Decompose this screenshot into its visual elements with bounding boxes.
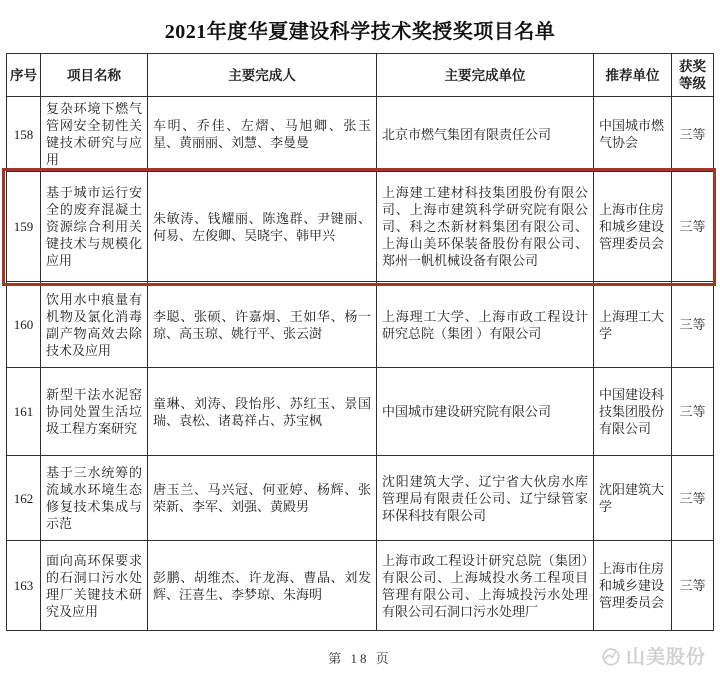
header-main-completers: 主要完成人 <box>148 54 377 97</box>
completers-cell: 朱敏涛、钱耀丽、陈逸群、尹键丽、何易、左俊卿、吴晓宇、韩甲兴 <box>148 172 377 282</box>
awards-table <box>6 53 714 631</box>
index-cell: 160 <box>7 282 41 368</box>
completers-cell: 李聪、张硕、许嘉炯、王如华、杨一琼、高玉琼、姚行平、张云澍 <box>148 282 377 368</box>
grade-cell: 三等 <box>672 97 714 172</box>
project-name-cell: 基于城市运行安全的废弃混凝土资源综合利用关键技术与规模化应用 <box>41 172 148 282</box>
units-cell: 中国城市建设研究院有限公司 <box>377 368 594 456</box>
table-row <box>7 282 714 368</box>
watermark-text: 山美股份 <box>625 647 706 668</box>
completers-cell: 童琳、刘涛、段怡彤、苏红玉、景国瑞、袁松、诸葛祥占、苏宝枫 <box>148 368 377 456</box>
table-row-highlighted <box>7 172 714 282</box>
recommender-cell: 上海市住房和城乡建设管理委员会 <box>594 172 672 282</box>
grade-cell: 三等 <box>672 172 714 282</box>
recommender-cell: 沈阳建筑大学 <box>594 456 672 541</box>
project-name-cell: 饮用水中痕量有机物及氯化消毒副产物高效去除技术及应用 <box>41 282 148 368</box>
page-number: 第 18 页 <box>328 651 392 666</box>
recommender-cell: 上海市住房和城乡建设管理委员会 <box>594 541 672 631</box>
grade-cell: 三等 <box>672 456 714 541</box>
grade-cell: 三等 <box>672 541 714 631</box>
completers-cell: 唐玉兰、马兴冠、何亚婷、杨辉、张荣新、李军、刘强、黄殿男 <box>148 456 377 541</box>
index-cell: 163 <box>7 541 41 631</box>
index-cell: 162 <box>7 456 41 541</box>
recommender-cell: 中国建设科技集团股份有限公司 <box>594 368 672 456</box>
header-row <box>7 54 714 97</box>
table-row <box>7 368 714 456</box>
completers-cell: 车明、乔佳、左熠、马旭卿、张玉星、黄丽丽、刘慧、李曼曼 <box>148 97 377 172</box>
grade-cell: 三等 <box>672 368 714 456</box>
table-row <box>7 97 714 172</box>
units-cell: 上海理工大学、上海市政工程设计研究总院（集团 ）有限公司 <box>377 282 594 368</box>
header-main-units: 主要完成单位 <box>377 54 594 97</box>
project-name-cell: 复杂环境下燃气管网安全韧性关键技术研究与应用 <box>41 97 148 172</box>
shanmei-logo-icon <box>600 645 622 667</box>
index-cell: 158 <box>7 97 41 172</box>
header-index: 序号 <box>7 54 41 97</box>
page-title: 2021年度华夏建设科学技术奖授奖项目名单 <box>164 21 556 43</box>
recommender-cell: 中国城市燃气协会 <box>594 97 672 172</box>
header-project-name: 项目名称 <box>41 54 148 97</box>
header-recommender: 推荐单位 <box>594 54 672 97</box>
header-award-grade: 获奖等级 <box>672 54 714 97</box>
project-name-cell: 基于三水统筹的流域水环境生态修复技术集成与示范 <box>41 456 148 541</box>
completers-cell: 彭鹏、胡维杰、许龙海、曹晶、刘发辉、汪喜生、李梦琼、朱海明 <box>148 541 377 631</box>
awards-table-container <box>6 53 713 631</box>
watermark <box>600 642 706 669</box>
grade-cell: 三等 <box>672 282 714 368</box>
index-cell: 159 <box>7 172 41 282</box>
table-row <box>7 456 714 541</box>
units-cell: 北京市燃气集团有限责任公司 <box>377 97 594 172</box>
project-name-cell: 新型干法水泥窑协同处置生活垃圾工程方案研究 <box>41 368 148 456</box>
table-row <box>7 541 714 631</box>
project-name-cell: 面向高环保要求的石洞口污水处理厂关键技术研究及应用 <box>41 541 148 631</box>
units-cell: 上海建工建材科技集团股份有限公司、上海市建筑科学研究院有限公司、科之杰新材料集团有限公司、上海山美环保装备股份有限公司、郑州一帆机械设备有限公司 <box>377 172 594 282</box>
units-cell: 上海市政工程设计研究总院（集团）有限公司、上海城投水务工程项目管理有限公司、上海城投污水处理有限公司石洞口污水处理厂 <box>377 541 594 631</box>
units-cell: 沈阳建筑大学、辽宁省大伙房水库管理局有限责任公司、辽宁绿管家环保科技有限公司 <box>377 456 594 541</box>
index-cell: 161 <box>7 368 41 456</box>
recommender-cell: 上海理工大学 <box>594 282 672 368</box>
